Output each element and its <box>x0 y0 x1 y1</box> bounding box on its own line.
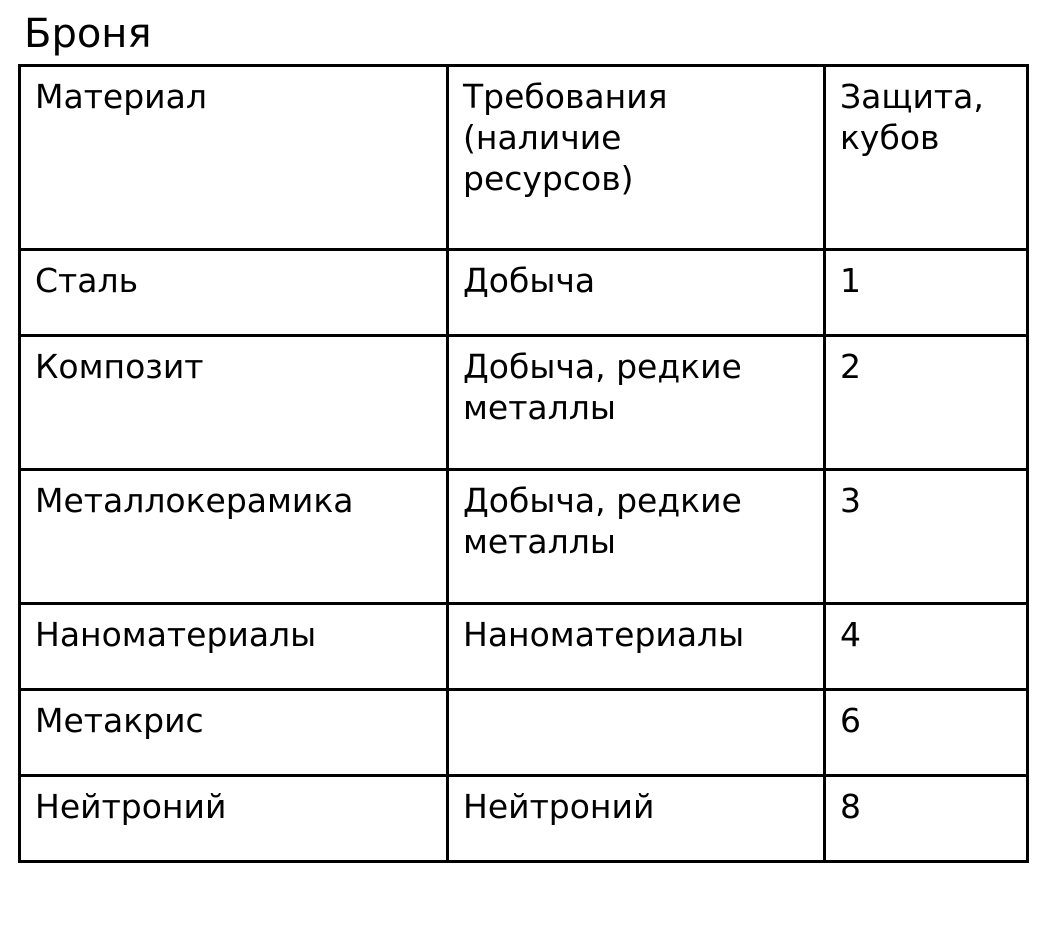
cell-requirements: Добыча, редкие металлы <box>448 470 825 604</box>
column-header-protection-line2: кубов <box>840 118 940 157</box>
table-row <box>20 604 1028 690</box>
cell-protection: 2 <box>825 336 1028 470</box>
cell-requirements: Нейтроний <box>448 776 825 862</box>
cell-requirements: Добыча, редкие металлы <box>448 336 825 470</box>
cell-protection: 1 <box>825 250 1028 336</box>
cell-material: Сталь <box>20 250 448 336</box>
cell-protection: 3 <box>825 470 1028 604</box>
page-title: Броня <box>24 11 152 57</box>
cell-material: Наноматериалы <box>20 604 448 690</box>
column-header-requirements <box>448 66 825 250</box>
cell-material: Метакрис <box>20 690 448 776</box>
table-row <box>20 776 1028 862</box>
table-row <box>20 690 1028 776</box>
armor-table <box>18 64 1029 863</box>
cell-protection: 4 <box>825 604 1028 690</box>
cell-protection: 6 <box>825 690 1028 776</box>
column-header-requirements-line3: ресурсов) <box>463 159 634 198</box>
column-header-material-label: Материал <box>35 77 207 116</box>
column-header-protection <box>825 66 1028 250</box>
table-row <box>20 470 1028 604</box>
table-header-row <box>20 66 1028 250</box>
column-header-material <box>20 66 448 250</box>
cell-material: Композит <box>20 336 448 470</box>
cell-requirements: Наноматериалы <box>448 604 825 690</box>
cell-material: Металлокерамика <box>20 470 448 604</box>
table-header <box>20 66 1028 250</box>
column-header-requirements-line2: (наличие <box>463 118 622 157</box>
cell-requirements <box>448 690 825 776</box>
cell-protection: 8 <box>825 776 1028 862</box>
column-header-protection-line1: Защита, <box>840 77 984 116</box>
cell-requirements: Добыча <box>448 250 825 336</box>
table-row <box>20 336 1028 470</box>
table-body <box>20 250 1028 862</box>
column-header-requirements-line1: Требования <box>463 77 668 116</box>
table-row <box>20 250 1028 336</box>
cell-material: Нейтроний <box>20 776 448 862</box>
